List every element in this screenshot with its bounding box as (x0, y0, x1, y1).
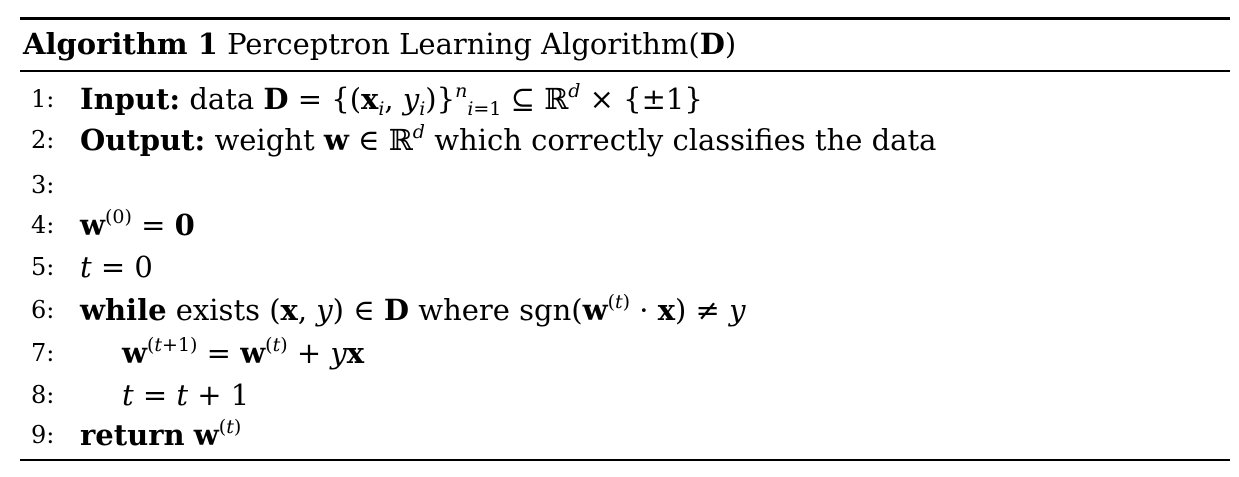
line-body (80, 79, 703, 119)
line-number: 6: (31, 296, 55, 324)
line-body (122, 333, 364, 373)
line-body (80, 247, 153, 287)
bottom-rule (20, 459, 1230, 461)
line-number: 2: (31, 126, 55, 154)
algorithm-block (20, 0, 1230, 477)
while-where-text: where sgn( (418, 293, 583, 327)
output-text: weight (214, 123, 315, 157)
init-weight-math: $w^{(0)} = 0$ (80, 206, 195, 242)
output-tail: which correctly classifies the data (434, 123, 937, 157)
line-number: 5: (31, 253, 55, 281)
return-math: $w^{(t)}$ (193, 416, 242, 452)
input-math: $D = \{(x_i$, $y_i)\}^n_{i=1}$ ⊆ ℝ$^d$ × {±1} (263, 80, 703, 120)
while-sgn-math: $w^{(t)} \cdot x) \ne y$ (582, 291, 746, 327)
line-number: 1: (31, 85, 55, 113)
while-text: exists (175, 293, 260, 327)
line-number: 9: (31, 421, 55, 449)
line-body (122, 375, 249, 415)
top-rule (20, 17, 1230, 20)
line-body (80, 415, 241, 455)
init-t-math: t = 0 (80, 250, 153, 284)
input-keyword: Input: (80, 82, 181, 116)
algorithm-title-arg: D (699, 27, 725, 61)
input-text: data (189, 82, 255, 116)
line-body (80, 290, 745, 330)
algorithm-title-suffix: ) (724, 27, 737, 61)
line-number: 7: (31, 339, 55, 367)
line-number: 8: (31, 381, 55, 409)
update-weight-math: $w^{(t+1)} = w^{(t)}$ + yx (122, 334, 365, 370)
line-body (80, 205, 195, 245)
line-number: 4: (31, 211, 55, 239)
while-pair-math: (x, y) ∈ D (269, 293, 410, 327)
update-t-math: t = t + 1 (122, 378, 250, 412)
algorithm-caption (23, 24, 736, 64)
output-math: w ∈ ℝ$^d$ (323, 121, 425, 157)
line-number: 3: (31, 171, 55, 199)
algorithm-label: Algorithm 1 (23, 27, 218, 61)
algorithm-title-prefix: Perceptron Learning Algorithm( (227, 27, 700, 61)
mid-rule (20, 70, 1230, 72)
output-keyword: Output: (80, 123, 206, 157)
line-body (80, 120, 936, 160)
return-keyword: return (80, 418, 185, 452)
while-keyword: while (80, 293, 167, 327)
